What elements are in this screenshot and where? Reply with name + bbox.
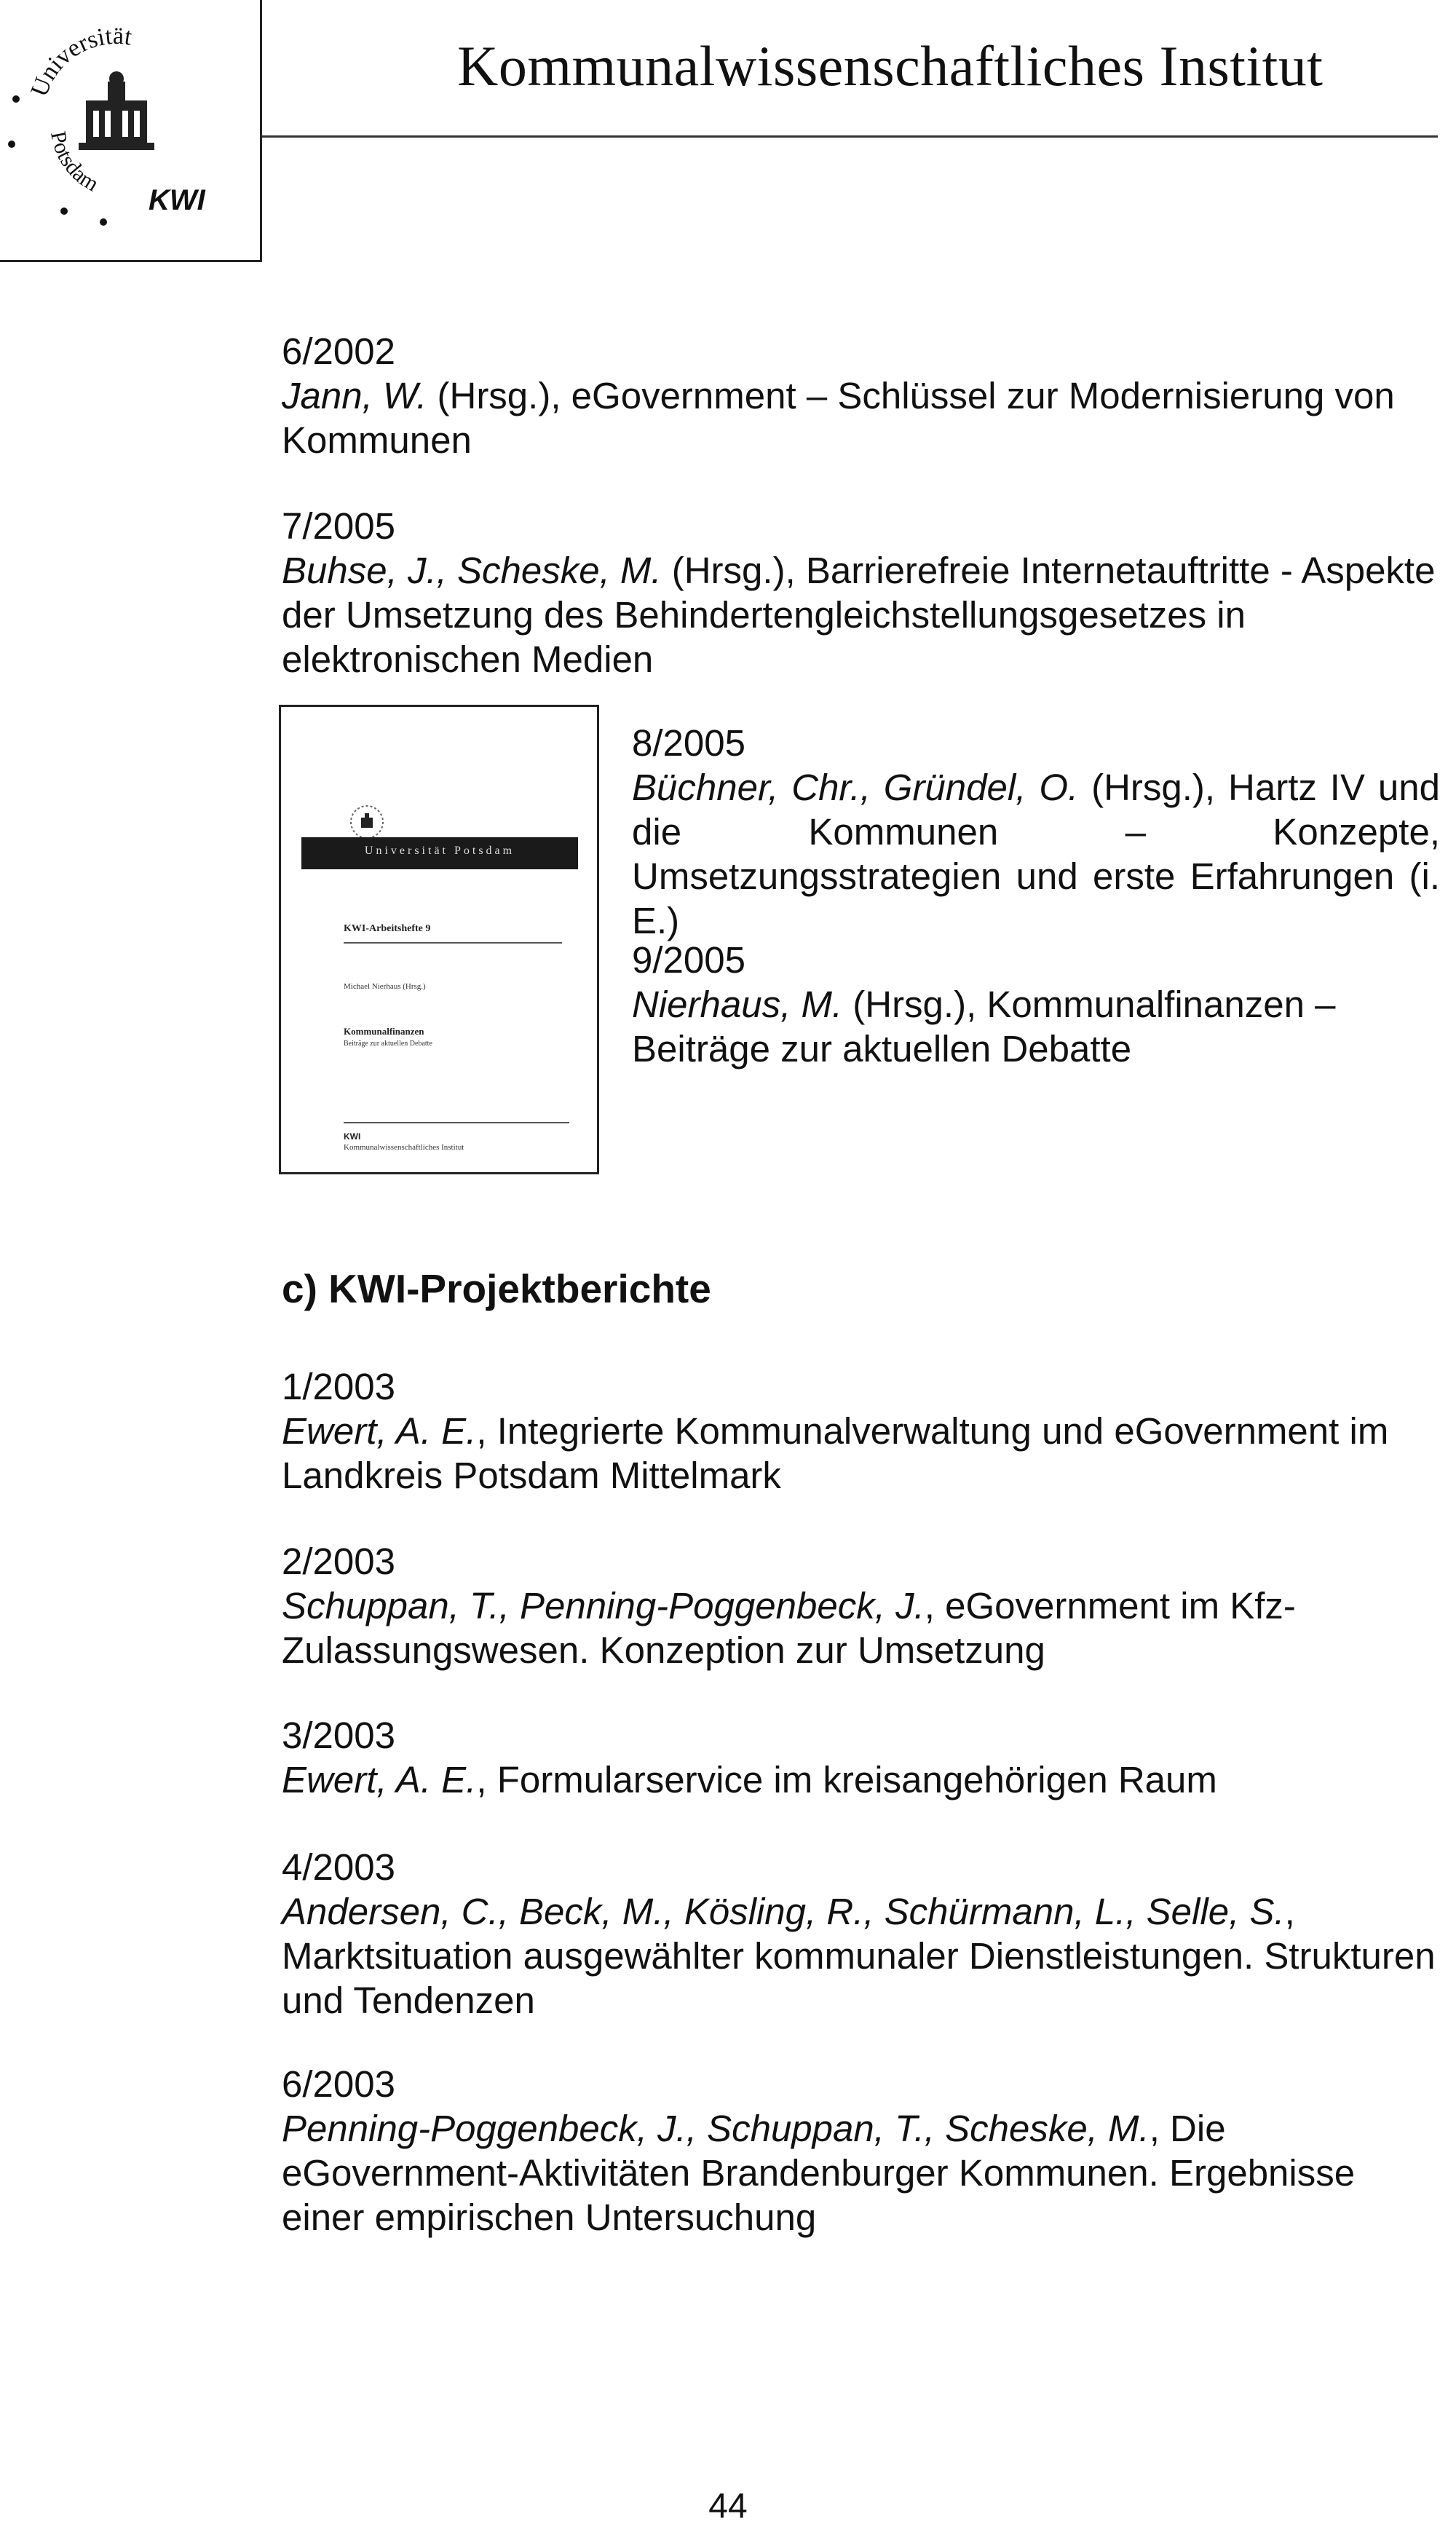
entry-text — [282, 548, 1447, 681]
entry-authors: Andersen, C., Beck, M., Kösling, R., Schürmann, L., Selle, S. — [282, 1891, 1285, 1932]
list-item — [632, 721, 1440, 943]
seal-arc-left: Potsdam — [46, 129, 103, 197]
entry-authors: Büchner, Chr., Gründel, O. — [632, 767, 1079, 808]
page-number: 44 — [708, 2487, 748, 2526]
entry-text — [282, 2106, 1447, 2239]
cover-editor: Michael Nierhaus (Hrsg.) — [344, 982, 426, 991]
publication-cover-image — [279, 705, 599, 1174]
list-item — [282, 1713, 1447, 1802]
entry-authors: Schuppan, T., Penning-Poggenbeck, J. — [282, 1585, 925, 1626]
cover-divider — [344, 942, 562, 944]
cover-band-text: Universität Potsdam — [364, 845, 515, 857]
cover-subtitle: Beiträge zur aktuellen Debatte — [344, 1040, 432, 1048]
entry-number: 9/2005 — [632, 939, 745, 981]
cover-institute: Kommunalwissenschaftliches Institut — [344, 1143, 464, 1152]
entry-title: , Formularservice im kreisangehörigen Raum — [476, 1759, 1217, 1800]
entry-title: (Hrsg.), eGovernment – Schlüssel zur Modernisierung von Kommunen — [282, 375, 1395, 461]
list-item — [282, 1845, 1447, 2023]
entry-text — [282, 1409, 1447, 1498]
page-title: Kommunalwissenschaftliches Institut — [457, 34, 1324, 98]
cover-kwi: KWI — [344, 1131, 361, 1142]
entry-number: 1/2003 — [282, 1366, 395, 1407]
cover-band — [301, 837, 578, 869]
list-item — [632, 938, 1440, 1071]
entry-number: 2/2003 — [282, 1541, 395, 1582]
logo-box — [0, 0, 262, 262]
entry-title: (Hrsg.), Kommunalfinanzen – Beiträge zur aktuellen Debatte — [632, 984, 1336, 1070]
entry-title: , Die eGovernment-Aktivitäten Brandenburger Kommunen. Ergebnisse einer empirischen Untersuchung — [282, 2108, 1356, 2238]
entry-number: 7/2005 — [282, 505, 395, 547]
entry-number: 6/2003 — [282, 2063, 395, 2105]
list-item — [282, 2062, 1447, 2239]
list-item — [282, 1539, 1447, 1672]
entry-number: 8/2005 — [632, 722, 745, 764]
entry-authors: Ewert, A. E. — [282, 1759, 477, 1800]
entry-number: 6/2002 — [282, 331, 395, 372]
seal-acronym: KWI — [149, 184, 205, 216]
entry-authors: Jann, W. — [282, 375, 427, 416]
entry-text — [632, 982, 1440, 1071]
entry-authors: Buhse, J., Scheske, M. — [282, 550, 662, 591]
list-item — [282, 504, 1447, 681]
entry-text — [282, 1889, 1447, 2023]
entry-title: , Integrierte Kommunalverwaltung und eGovernment im Landkreis Potsdam Mittelmark — [282, 1410, 1389, 1496]
entry-text — [282, 373, 1447, 462]
entry-text — [282, 1584, 1447, 1672]
header-divider — [262, 135, 1438, 138]
cover-divider — [344, 1122, 569, 1123]
cover-title: Kommunalfinanzen — [344, 1026, 424, 1037]
list-item — [282, 1364, 1447, 1498]
university-seal-logo — [0, 15, 233, 248]
seal-arc-top: Universität — [25, 22, 134, 100]
entry-title: , Marktsituation ausgewählter kommunaler Dienstleistungen. Strukturen und Tendenzen — [282, 1891, 1436, 2021]
cover-series: KWI-Arbeitshefte 9 — [344, 923, 431, 934]
entry-number: 4/2003 — [282, 1846, 395, 1888]
entry-text — [632, 765, 1440, 943]
section-heading: c) KWI-Projektberichte — [282, 1266, 711, 1311]
entry-authors: Ewert, A. E. — [282, 1410, 477, 1452]
entry-authors: Nierhaus, M. — [632, 984, 843, 1025]
entry-title: (Hrsg.), Barrierefreie Internetauftritte - Aspekte der Umsetzung des Behindertengleichstellungsgesetzes in elektronischen Medien — [282, 550, 1436, 680]
entry-authors: Penning-Poggenbeck, J., Schuppan, T., Scheske, M. — [282, 2108, 1150, 2149]
entry-text — [282, 1758, 1447, 1802]
list-item — [282, 329, 1447, 462]
entry-number: 3/2003 — [282, 1715, 395, 1756]
entry-title: (Hrsg.), Hartz IV und die Kommunen – Konzepte, Umsetzungsstrategien und erste Erfahrungen (i. E.) — [632, 767, 1440, 941]
entry-title: , eGovernment im Kfz-Zulassungswesen. Konzeption zur Umsetzung — [282, 1585, 1296, 1671]
